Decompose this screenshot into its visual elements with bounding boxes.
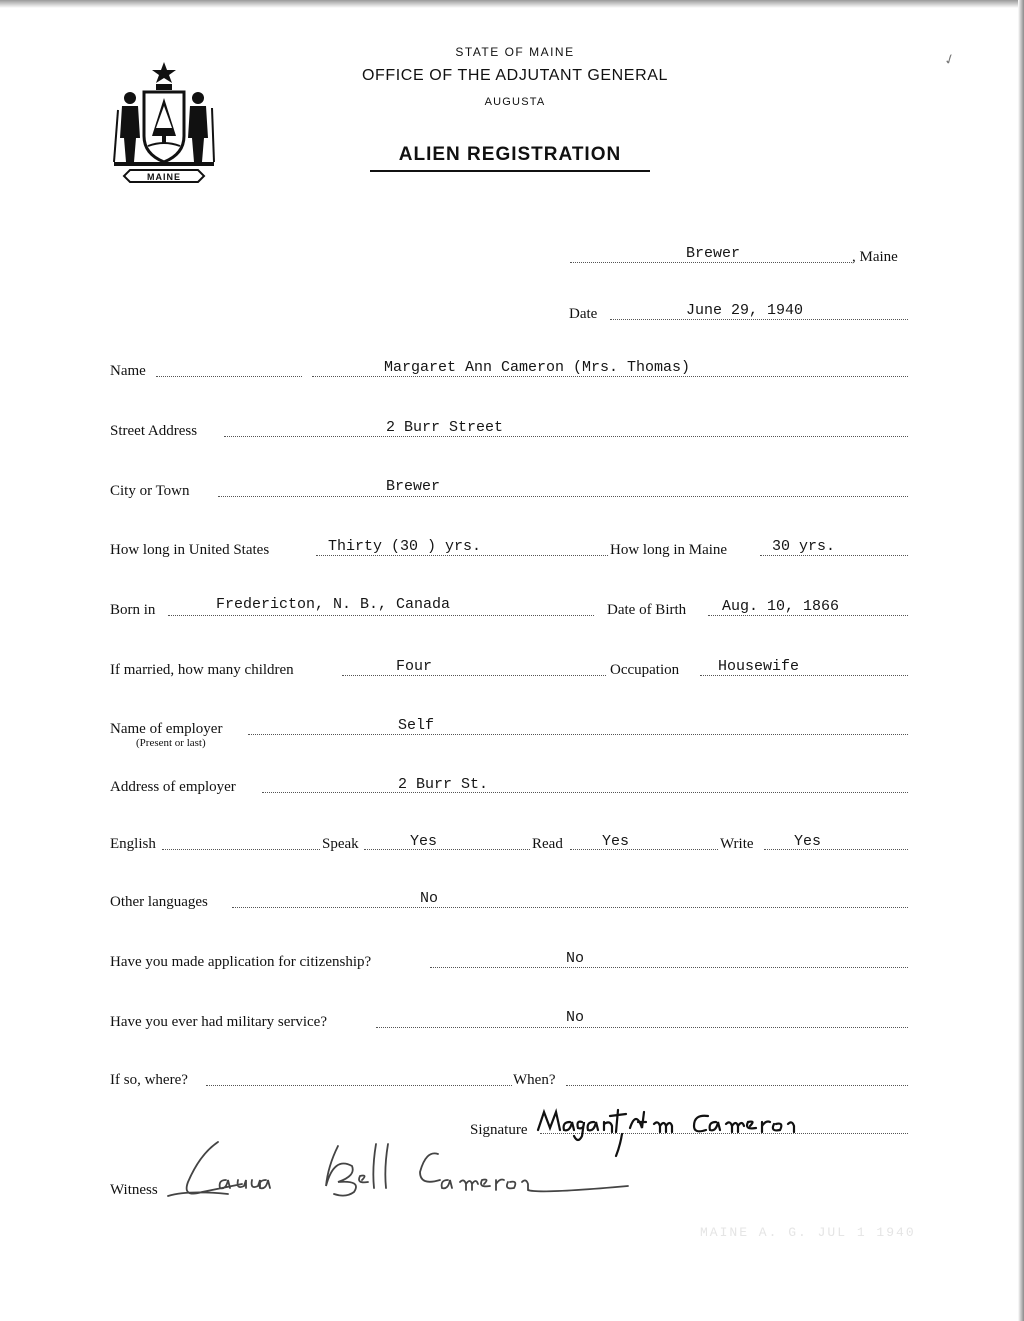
city-label: City or Town <box>110 483 190 499</box>
signature-label: Signature <box>470 1122 528 1138</box>
witness-label: Witness <box>110 1182 158 1198</box>
citizenship-line <box>430 967 908 968</box>
date-value: June 29, 1940 <box>686 302 804 319</box>
employer-address-value: 2 Burr St. <box>398 776 489 793</box>
header-city: AUGUSTA <box>484 96 546 108</box>
employer-address-line <box>262 792 908 793</box>
street-address-label: Street Address <box>110 423 198 439</box>
signature-value <box>560 1110 826 1135</box>
maine-state-seal <box>108 58 220 186</box>
military-label: Have you ever had military service? <box>110 1014 327 1030</box>
english-label: English <box>110 836 156 852</box>
speak-line <box>364 849 530 850</box>
born-in-line <box>168 615 594 616</box>
name-value: Margaret Ann Cameron (Mrs. Thomas) <box>384 359 691 376</box>
employer-address-label: Address of employer <box>110 779 236 795</box>
scan-edge-top <box>0 0 1024 8</box>
city-value: Brewer <box>386 478 441 495</box>
years-maine-label: How long in Maine <box>610 542 728 558</box>
other-languages-label: Other languages <box>110 894 208 910</box>
place-suffix: , Maine <box>852 249 898 265</box>
children-label: If married, how many children <box>110 662 294 678</box>
street-address-value: 2 Burr Street <box>386 419 504 436</box>
street-address-line <box>224 436 908 437</box>
witness-value <box>190 1170 435 1198</box>
write-line <box>764 849 908 850</box>
write-label: Write <box>720 836 754 852</box>
born-in-value: Fredericton, N. B., Canada <box>216 596 451 613</box>
children-line <box>342 675 606 676</box>
where-label: If so, where? <box>110 1072 188 1088</box>
header-office: OFFICE OF THE ADJUTANT GENERAL <box>361 67 669 84</box>
english-line <box>162 849 320 850</box>
years-maine-value: 30 yrs. <box>772 538 836 555</box>
place-value: Brewer <box>686 245 741 262</box>
years-us-label: How long in United States <box>110 542 270 558</box>
when-line <box>566 1085 908 1086</box>
speak-value: Yes <box>410 833 438 850</box>
years-us-value: Thirty (30 ) yrs. <box>328 538 482 555</box>
occupation-value: Housewife <box>718 658 800 675</box>
other-languages-line <box>232 907 908 908</box>
military-value: No <box>566 1009 585 1026</box>
employer-name-label: Name of employer <box>110 721 223 737</box>
where-line <box>206 1085 512 1086</box>
header-state: STATE OF MAINE <box>455 45 575 59</box>
citizenship-value: No <box>566 950 585 967</box>
name-line-a <box>156 376 302 377</box>
read-line <box>570 849 718 850</box>
date-of-birth-label: Date of Birth <box>607 602 687 618</box>
occupation-label: Occupation <box>610 662 680 678</box>
receipt-stamp: MAINE A. G. JUL 1 1940 <box>700 1225 916 1240</box>
read-label: Read <box>532 836 563 852</box>
other-languages-value: No <box>420 890 439 907</box>
title-underline <box>370 170 650 172</box>
seal-banner-text: MAINE <box>147 172 181 182</box>
military-line <box>376 1027 908 1028</box>
name-label: Name <box>110 363 146 379</box>
city-line <box>218 496 908 497</box>
form-title: ALIEN REGISTRATION <box>398 144 622 165</box>
citizenship-label: Have you made application for citizenship? <box>110 954 372 970</box>
read-value: Yes <box>602 833 630 850</box>
when-label: When? <box>513 1072 556 1088</box>
born-in-label: Born in <box>110 602 156 618</box>
children-value: Four <box>396 658 433 675</box>
speak-label: Speak <box>322 836 359 852</box>
write-value: Yes <box>794 833 822 850</box>
date-of-birth-value: Aug. 10, 1866 <box>722 598 840 615</box>
check-mark: ✓ <box>941 50 959 70</box>
date-label: Date <box>569 306 598 322</box>
scan-edge-right <box>1018 0 1024 1321</box>
employer-name-sublabel: (Present or last) <box>136 737 206 749</box>
employer-name-value: Self <box>398 717 435 734</box>
employer-name-line <box>248 734 908 735</box>
